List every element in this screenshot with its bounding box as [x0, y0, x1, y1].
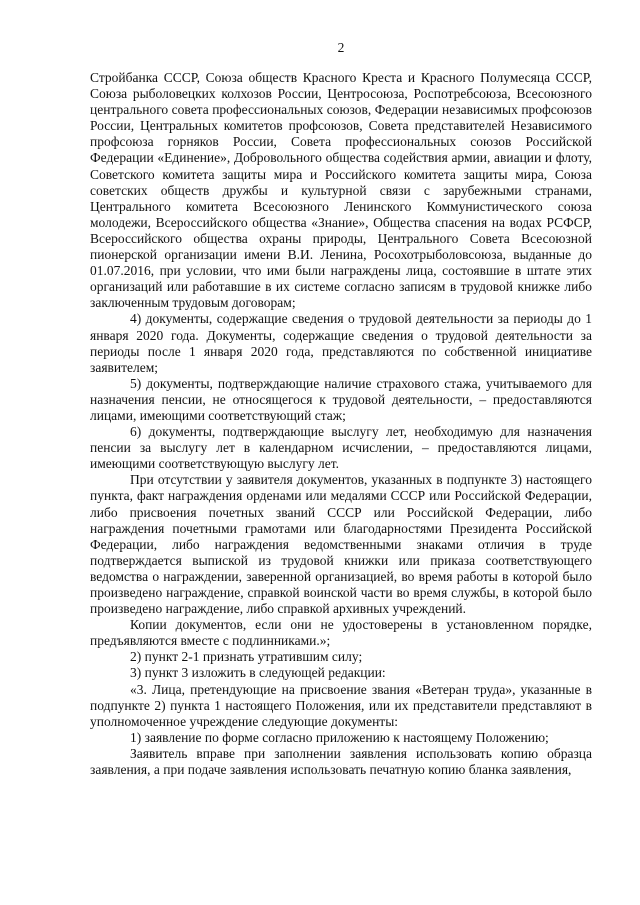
paragraph-4: 6) документы, подтверждающие выслугу лет, необходимую для назначения пенсии за выслугу лет в календарном исчислении, – предоставляются лицами, имеющими соответствующую выслугу лет. — [90, 424, 592, 472]
paragraph-7: 2) пункт 2-1 признать утратившим силу; — [130, 649, 363, 665]
paragraph-3: 5) документы, подтверждающие наличие страхового стажа, учитываемого для назначения пенсии, не относящегося к трудовой деятельности, – предоставляются лицами, имеющими соответствующий стаж; — [90, 375, 592, 423]
paragraph-1: Стройбанка СССР, Союза обществ Красного Креста и Красного Полумесяца СССР, Союза рыболовецких колхозов России, Центросоюза, Роспотребсоюза, Всесоюзного центрального совета профессиональных союзов, Федерации независимых профсоюзов России, Центральных комитетов профсоюзов, Совета представителей Независимого профсоюза горняков России, Совета профессиональных союзов Российской Федерации «Единение», Добровольного общества содействия армии, авиации и флоту, Советского комитета защиты мира и Российского комитета защиты мира, Союза советских обществ дружбы и культурной связи с зарубежными странами, Центрального комитета Всесоюзного Ленинского Коммунистического союза молодежи, Всероссийского общества «Знание», Общества спасения на водах РСФСР, Всероссийского общества охраны природы, Центрального Совета Всесоюзной пионерской организации имени В.И. Ленина, Росохотрыболовсоюза, выданные до 01.07.2016, при условии, что ими были награждены лица, состоявшие в штате этих организаций или работавшие в их системе согласно записям в трудовой книжке либо заключенным трудовым договорам; — [90, 70, 592, 311]
paragraph-10: 1) заявление по форме согласно приложению к настоящему Положению; — [130, 729, 549, 745]
paragraph-2: 4) документы, содержащие сведения о трудовой деятельности за периоды до 1 января 2020 года. Документы, содержащие сведения о трудовой деятельности за периоды после 1 января 2020 года, представляются по собственной инициативе заявителем; — [90, 311, 592, 375]
paragraph-6: Копии документов, если они не удостоверены в установленном порядке, предъявляются вместе с подлинниками.»; — [90, 617, 592, 649]
paragraph-11: Заявитель вправе при заполнении заявления использовать копию образца заявления, а при подаче заявления использовать печатную копию бланка заявления, — [90, 745, 592, 778]
paragraph-9: «3. Лица, претендующие на присвоение звания «Ветеран труда», указанные в подпункте 2) пункта 1 настоящего Положения, или их представители представляют в уполномоченное учреждение следующие документы: — [90, 681, 592, 729]
paragraph-5: При отсутствии у заявителя документов, указанных в подпункте 3) настоящего пункта, факт награждения орденами или медалями СССР или Российской Федерации, либо присвоения почетных званий СССР или Российской Федерации, либо награждения почетными грамотами или благодарностями Президента Российской Федерации, либо награждения ведомственными знаками отличия в труде подтверждается выпиской из трудовой книжки или приказа соответствующего ведомства о награждении, заверенной организацией, во время работы в которой было произведено награждение, справкой воинской части во время службы, в которой было произведено награждение, либо справкой архивных учреждений. — [90, 472, 592, 617]
page-number: 2 — [337, 40, 345, 55]
paragraph-8: 3) пункт 3 изложить в следующей редакции: — [130, 665, 386, 681]
